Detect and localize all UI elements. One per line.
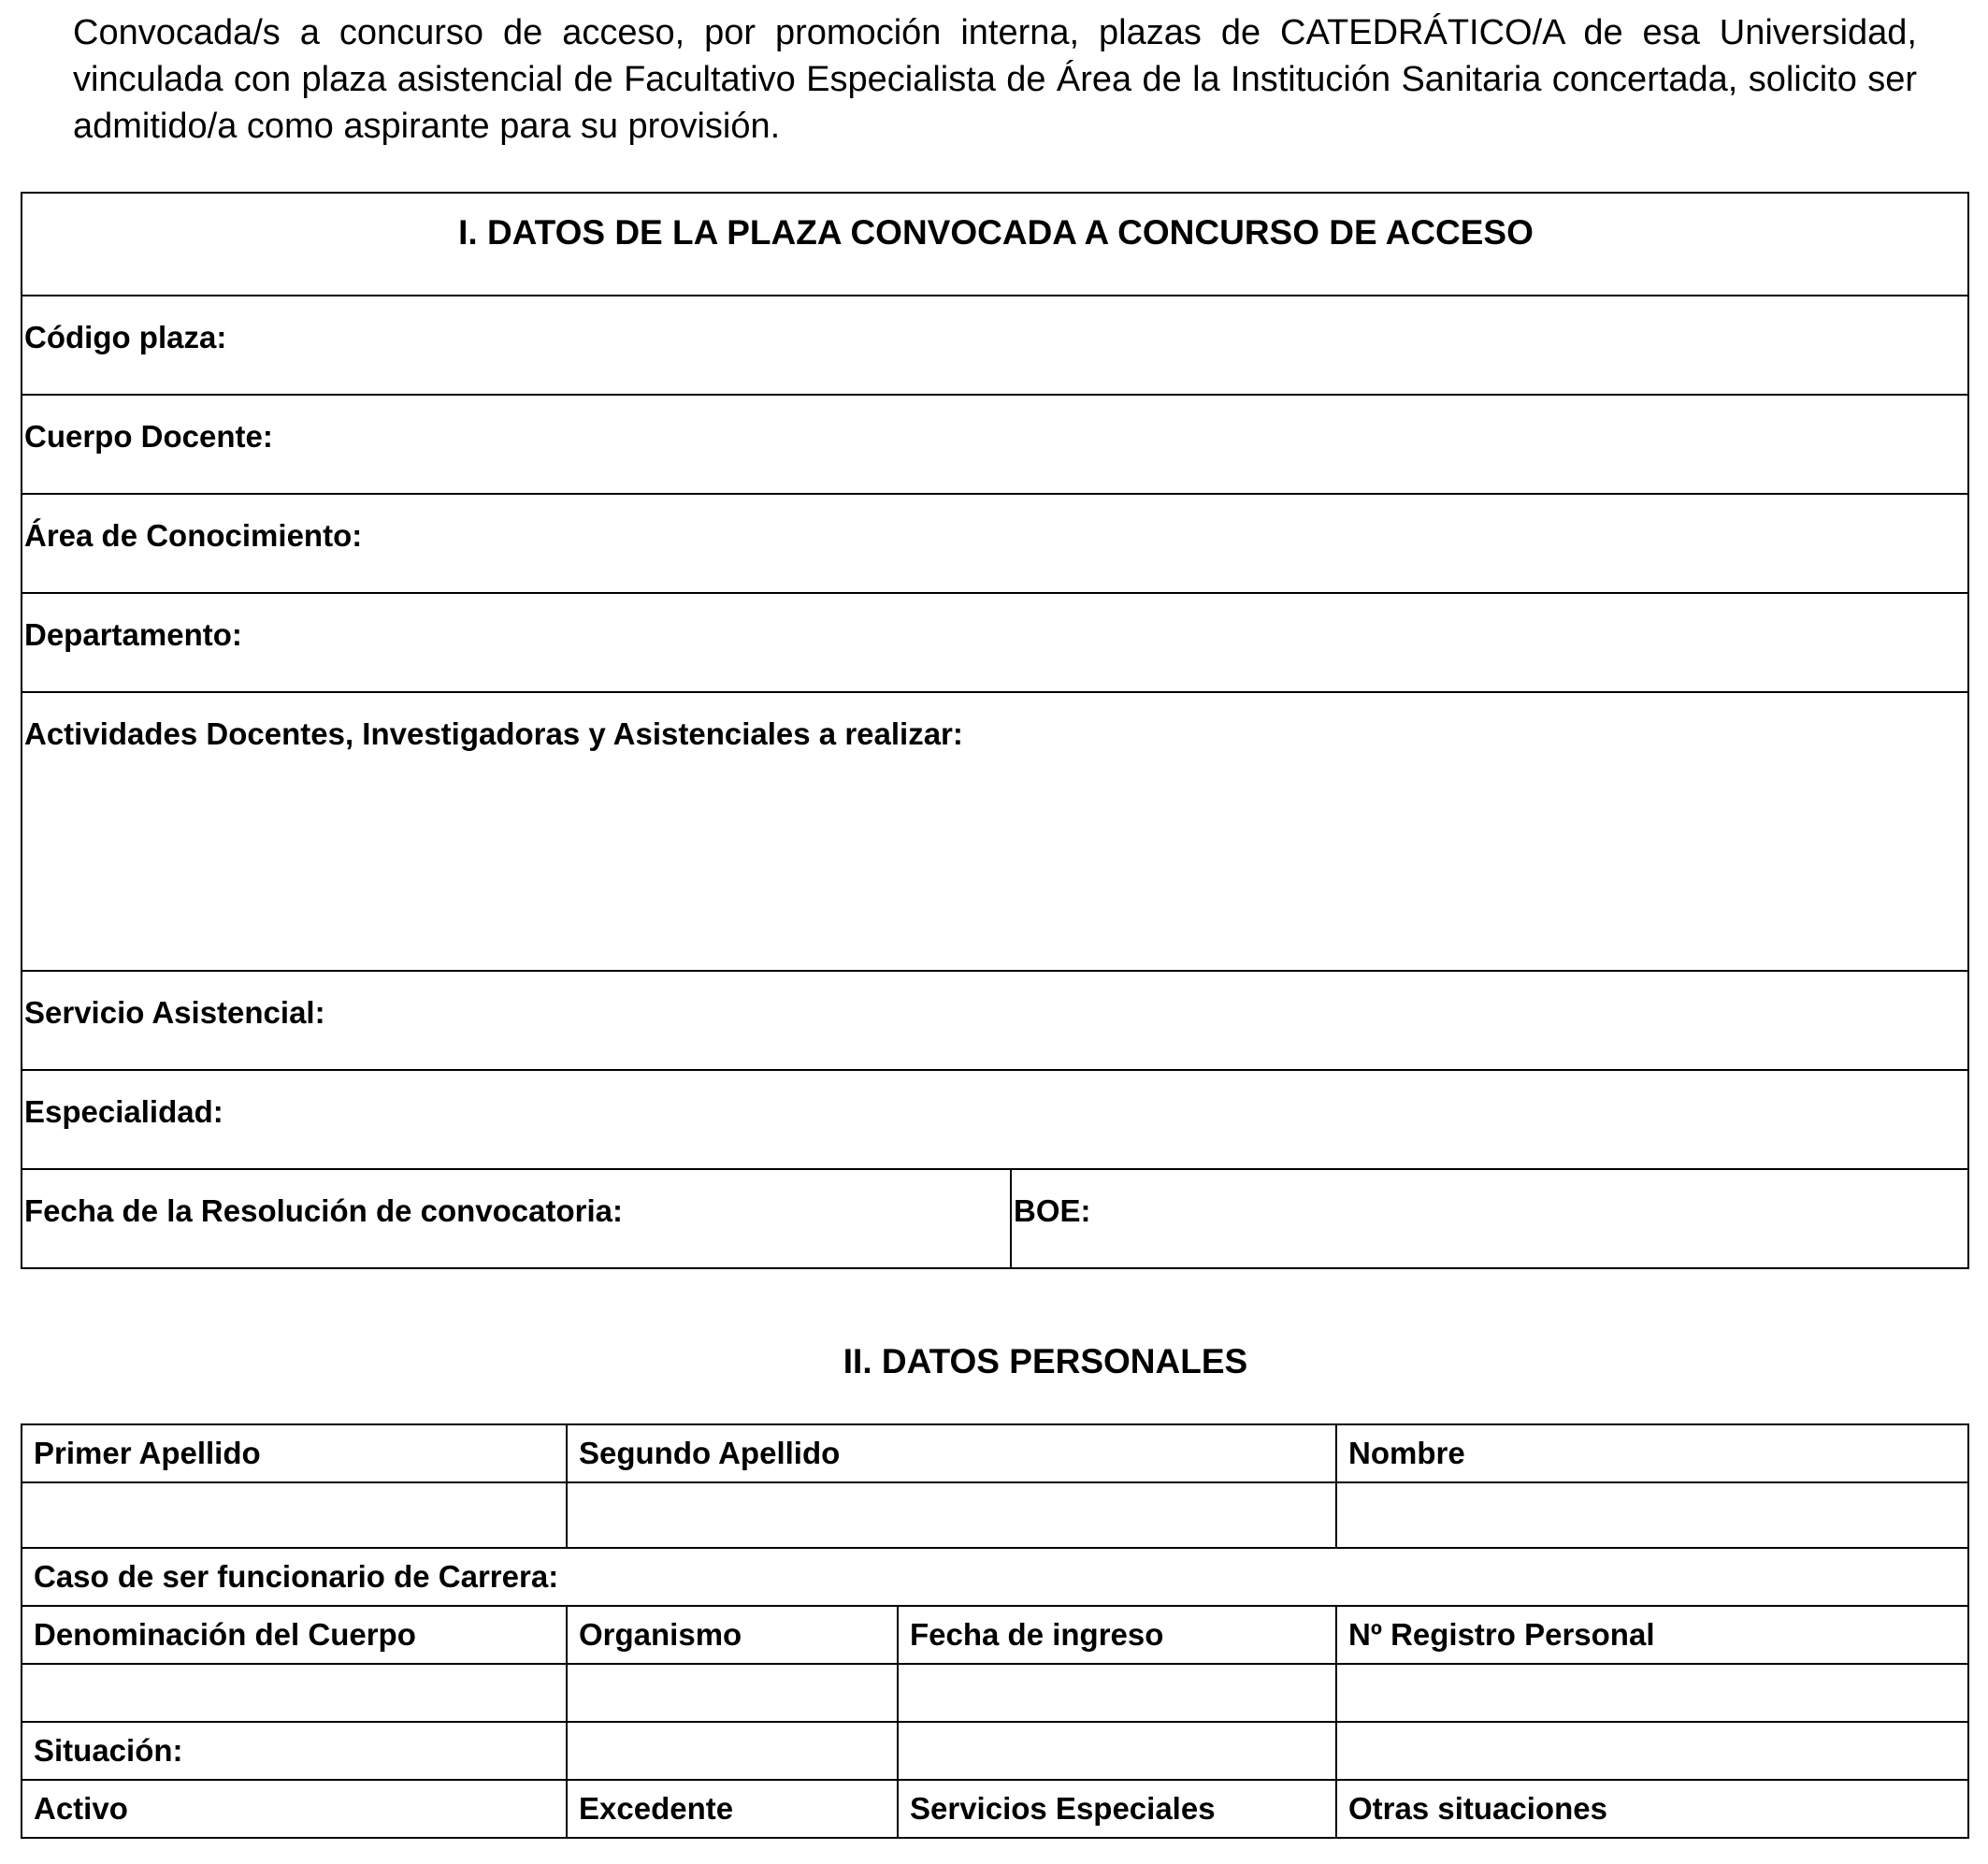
section2-table [21,1423,1969,1839]
primer-apellido-input[interactable] [22,1482,567,1548]
fecha-resolucion-field[interactable]: Fecha de la Resolución de convocatoria: [22,1169,1011,1268]
denominacion-cuerpo-label: Denominación del Cuerpo [22,1606,567,1664]
codigo-plaza-field[interactable]: Código plaza: [22,296,1968,395]
actividades-field[interactable]: Actividades Docentes, Investigadoras y Asistenciales a realizar: [22,692,1968,971]
situacion-otras-option[interactable]: Otras situaciones [1336,1780,1968,1838]
situacion-blank-1 [567,1722,898,1780]
fecha-ingreso-input[interactable] [898,1664,1336,1722]
funcionario-label: Caso de ser funcionario de Carrera: [22,1548,1968,1606]
situacion-excedente-option[interactable]: Excedente [567,1780,898,1838]
cuerpo-docente-field[interactable]: Cuerpo Docente: [22,395,1968,494]
fecha-ingreso-label: Fecha de ingreso [898,1606,1336,1664]
situacion-label: Situación: [22,1722,567,1780]
especialidad-field[interactable]: Especialidad: [22,1070,1968,1169]
nombre-input[interactable] [1336,1482,1968,1548]
departamento-field[interactable]: Departamento: [22,593,1968,692]
primer-apellido-label: Primer Apellido [22,1424,567,1482]
situacion-activo-option[interactable]: Activo [22,1780,567,1838]
situacion-blank-3 [1336,1722,1968,1780]
intro-paragraph: Convocada/s a concurso de acceso, por promoción interna, plazas de CATEDRÁTICO/A de esa Universidad, vinculada con plaza asistencial de Facultativo Especialista de Área de la Institución Sanitaria concertada, solicito ser admitido/a como aspirante para su provisión. [73,13,1917,146]
boe-field[interactable]: BOE: [1011,1169,1968,1268]
segundo-apellido-input[interactable] [567,1482,1336,1548]
section1-table [21,192,1969,1269]
situacion-servicios-especiales-option[interactable]: Servicios Especiales [898,1780,1336,1838]
section1-title: I. DATOS DE LA PLAZA CONVOCADA A CONCURSO DE ACCESO [22,193,1968,296]
area-conocimiento-field[interactable]: Área de Conocimiento: [22,494,1968,593]
segundo-apellido-label: Segundo Apellido [567,1424,1336,1482]
nombre-label: Nombre [1336,1424,1968,1482]
registro-personal-label: Nº Registro Personal [1336,1606,1968,1664]
organismo-input[interactable] [567,1664,898,1722]
situacion-blank-2 [898,1722,1336,1780]
denominacion-cuerpo-input[interactable] [22,1664,567,1722]
registro-personal-input[interactable] [1336,1664,1968,1722]
section2-title: II. DATOS PERSONALES [843,1342,1248,1380]
servicio-asistencial-field[interactable]: Servicio Asistencial: [22,971,1968,1070]
organismo-label: Organismo [567,1606,898,1664]
